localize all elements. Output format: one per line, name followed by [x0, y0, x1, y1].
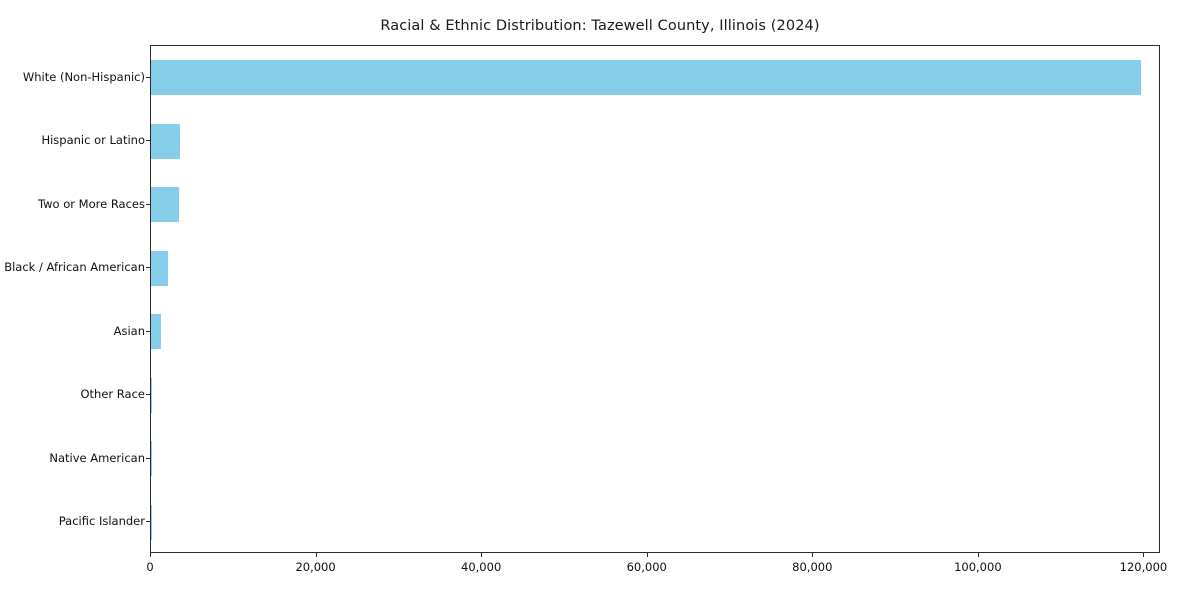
bar-fill: [151, 60, 1141, 95]
y-tick-mark: [146, 204, 150, 205]
x-tick-label: 40,000: [461, 560, 502, 574]
bar-fill: [151, 378, 152, 413]
y-tick-label: Hispanic or Latino: [41, 133, 145, 148]
y-tick-mark: [146, 331, 150, 332]
bar-fill: [151, 505, 152, 540]
x-tick-mark: [978, 553, 979, 557]
y-tick-label: Other Race: [80, 387, 145, 402]
y-tick-label: Two or More Races: [38, 196, 145, 211]
x-tick-label: 100,000: [954, 560, 1002, 574]
bar-fill: [151, 124, 180, 159]
bar: [151, 314, 1159, 349]
bar: [151, 187, 1159, 222]
y-tick-mark: [146, 77, 150, 78]
y-tick-label: Black / African American: [4, 260, 145, 275]
y-tick-mark: [146, 140, 150, 141]
y-tick-label: Native American: [49, 450, 145, 465]
bar: [151, 60, 1159, 95]
y-tick-label: Asian: [113, 323, 145, 338]
x-tick-mark: [647, 553, 648, 557]
x-tick-mark: [812, 553, 813, 557]
bar-series: [151, 46, 1159, 552]
bar: [151, 378, 1159, 413]
y-tick-label: White (Non-Hispanic): [22, 69, 145, 84]
y-tick-label: Pacific Islander: [58, 514, 145, 529]
y-tick-mark: [146, 458, 150, 459]
x-tick-mark: [316, 553, 317, 557]
plot-area: [150, 45, 1160, 553]
bar: [151, 441, 1159, 476]
x-tick-label: 80,000: [792, 560, 833, 574]
y-tick-mark: [146, 267, 150, 268]
bar: [151, 251, 1159, 286]
x-tick-label: 120,000: [1119, 560, 1168, 574]
x-tick-mark: [481, 553, 482, 557]
y-tick-mark: [146, 394, 150, 395]
x-tick-label: 0: [146, 560, 154, 574]
bar-fill: [151, 187, 179, 222]
x-tick-label: 20,000: [295, 560, 336, 574]
bar-fill: [151, 441, 152, 476]
bar: [151, 505, 1159, 540]
chart-title: Racial & Ethnic Distribution: Tazewell County, Illinois (2024): [380, 18, 820, 34]
x-tick-mark: [1143, 553, 1144, 557]
x-tick-mark: [150, 553, 151, 557]
bar-fill: [151, 314, 161, 349]
bar-fill: [151, 251, 168, 286]
bar: [151, 124, 1159, 159]
x-tick-label: 60,000: [626, 560, 667, 574]
y-tick-mark: [146, 521, 150, 522]
